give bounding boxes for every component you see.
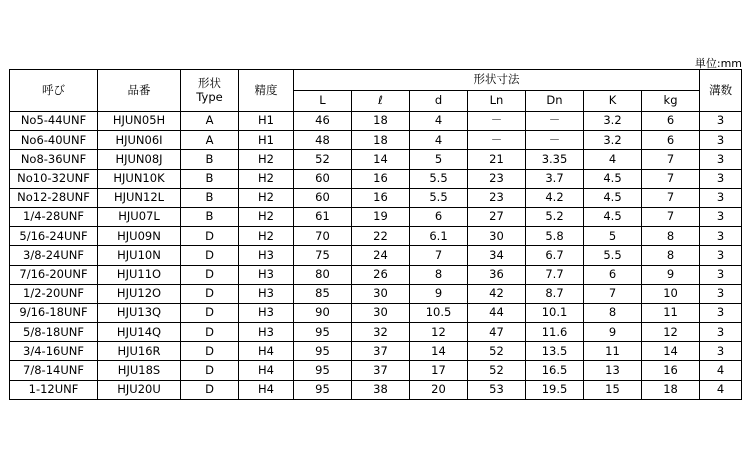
table-cell: H3 [239,246,294,265]
table-row [10,265,742,284]
table-cell: 90 [294,303,352,322]
table-cell: 10.5 [410,303,468,322]
table-cell: 7 [642,150,700,169]
table-cell: 7 [410,246,468,265]
table-row [10,361,742,380]
table-cell: 11 [584,342,642,361]
table-cell: 30 [468,227,526,246]
table-cell: － [468,112,526,131]
table-cell: 16 [642,361,700,380]
table-cell: 5 [584,227,642,246]
subheader-Ln: Ln [468,91,526,112]
table-cell: HJUN05H [98,112,181,131]
table-cell: 18 [352,112,410,131]
table-cell: 1-12UNF [10,380,98,399]
table-cell: 5.8 [526,227,584,246]
table-cell: No12-28UNF [10,188,98,207]
table-cell: H3 [239,323,294,342]
table-cell: No10-32UNF [10,169,98,188]
table-cell: 44 [468,303,526,322]
table-cell: 4 [700,361,742,380]
table-cell: D [181,342,239,361]
table-cell: － [526,112,584,131]
table-row [10,303,742,322]
header-hinban: 品番 [98,70,181,112]
table-cell: B [181,207,239,226]
table-cell: H2 [239,188,294,207]
table-cell: 3 [700,284,742,303]
table-cell: B [181,150,239,169]
table-cell: 3 [700,323,742,342]
table-cell: A [181,112,239,131]
table-cell: 3 [700,169,742,188]
table-cell: 3 [700,342,742,361]
table-cell: D [181,380,239,399]
table-cell: HJU12O [98,284,181,303]
table-cell: 95 [294,323,352,342]
table-cell: No5-44UNF [10,112,98,131]
table-cell: 17 [410,361,468,380]
table-cell: H2 [239,150,294,169]
table-cell: 3.35 [526,150,584,169]
header-dimensions: 形状寸法 [294,70,700,91]
table-body [10,112,742,400]
table-cell: 61 [294,207,352,226]
header-shape [181,70,239,112]
table-cell: H4 [239,380,294,399]
table-cell: 9 [410,284,468,303]
table-row [10,227,742,246]
table-row [10,131,742,150]
table-cell: HJUN06I [98,131,181,150]
table-cell: 21 [468,150,526,169]
table-cell: 3.2 [584,131,642,150]
table-cell: 1/4-28UNF [10,207,98,226]
table-cell: H2 [239,227,294,246]
table-cell: HJU20U [98,380,181,399]
table-cell: 14 [352,150,410,169]
subheader-K: K [584,91,642,112]
table-cell: No6-40UNF [10,131,98,150]
table-cell: 37 [352,361,410,380]
table-cell: 95 [294,361,352,380]
table-cell: 3/4-16UNF [10,342,98,361]
table-cell: 11.6 [526,323,584,342]
table-cell: 48 [294,131,352,150]
table-row [10,207,742,226]
table-cell: 52 [468,342,526,361]
table-cell: H2 [239,169,294,188]
table-cell: 18 [352,131,410,150]
table-cell: 3 [700,207,742,226]
table-cell: － [526,131,584,150]
table-cell: 13 [584,361,642,380]
table-cell: 8 [584,303,642,322]
table-cell: 23 [468,169,526,188]
table-cell: 36 [468,265,526,284]
table-cell: 16 [352,169,410,188]
table-cell: 3.2 [584,112,642,131]
table-cell: HJU11O [98,265,181,284]
table-row [10,188,742,207]
table-cell: 13.5 [526,342,584,361]
header-yobi: 呼び [10,70,98,112]
table-cell: 15 [584,380,642,399]
table-cell: 7/16-20UNF [10,265,98,284]
table-cell: 4 [700,380,742,399]
table-cell: 7 [584,284,642,303]
table-cell: 26 [352,265,410,284]
table-cell: 52 [468,361,526,380]
table-cell: H2 [239,207,294,226]
table-cell: D [181,361,239,380]
table-cell: 3 [700,131,742,150]
table-cell: 5 [410,150,468,169]
table-cell: 9 [584,323,642,342]
table-cell: － [468,131,526,150]
table-cell: 9/16-18UNF [10,303,98,322]
table-cell: D [181,265,239,284]
subheader-kg: kg [642,91,700,112]
table-cell: 53 [468,380,526,399]
table-cell: 14 [642,342,700,361]
spec-table [9,69,742,400]
table-cell: 10 [642,284,700,303]
table-cell: 37 [352,342,410,361]
table-row [10,380,742,399]
table-cell: H3 [239,265,294,284]
header-grooves: 溝数 [700,70,742,112]
table-row [10,323,742,342]
table-row [10,284,742,303]
table-row [10,246,742,265]
table-cell: 47 [468,323,526,342]
table-cell: HJU07L [98,207,181,226]
table-cell: 6 [642,112,700,131]
table-cell: 46 [294,112,352,131]
table-cell: 16.5 [526,361,584,380]
table-cell: 8 [642,227,700,246]
table-cell: 24 [352,246,410,265]
table-cell: 52 [294,150,352,169]
table-cell: H1 [239,131,294,150]
table-cell: 6.7 [526,246,584,265]
table-cell: 6.1 [410,227,468,246]
table-cell: 75 [294,246,352,265]
table-cell: 20 [410,380,468,399]
table-cell: B [181,169,239,188]
table-cell: 3 [700,150,742,169]
table-cell: 3 [700,303,742,322]
table-cell: 5.5 [410,169,468,188]
table-cell: 70 [294,227,352,246]
table-row [10,169,742,188]
table-cell: 11 [642,303,700,322]
table-cell: 8.7 [526,284,584,303]
table-cell: 7/8-14UNF [10,361,98,380]
header-accuracy: 精度 [239,70,294,112]
table-cell: HJU13Q [98,303,181,322]
table-cell: 5.2 [526,207,584,226]
table-cell: B [181,188,239,207]
table-cell: 23 [468,188,526,207]
table-cell: 19 [352,207,410,226]
table-cell: HJU09N [98,227,181,246]
table-cell: 5/16-24UNF [10,227,98,246]
table-cell: 6 [584,265,642,284]
table-cell: 4.5 [584,169,642,188]
table-cell: 95 [294,342,352,361]
table-cell: 7 [642,169,700,188]
table-cell: 3 [700,188,742,207]
table-cell: 30 [352,284,410,303]
table-row [10,342,742,361]
table-cell: H4 [239,342,294,361]
table-cell: 3 [700,246,742,265]
table-cell: 34 [468,246,526,265]
table-cell: 95 [294,380,352,399]
table-cell: 16 [352,188,410,207]
table-cell: 1/2-20UNF [10,284,98,303]
table-cell: 30 [352,303,410,322]
table-cell: 60 [294,188,352,207]
table-cell: A [181,131,239,150]
subheader-l: ℓ [352,91,410,112]
table-cell: HJU16R [98,342,181,361]
table-cell: D [181,323,239,342]
table-cell: 5.5 [584,246,642,265]
table-cell: 6 [410,207,468,226]
header-shape-line1: 形状 [198,76,221,91]
table-cell: 7 [642,188,700,207]
subheader-Dn: Dn [526,91,584,112]
table-cell: D [181,303,239,322]
table-cell: 7.7 [526,265,584,284]
table-cell: 8 [410,265,468,284]
table-cell: 4 [584,150,642,169]
table-cell: HJUN10K [98,169,181,188]
table-cell: 4.2 [526,188,584,207]
table-cell: HJUN08J [98,150,181,169]
table-cell: 14 [410,342,468,361]
table-cell: H4 [239,361,294,380]
table-cell: 5.5 [410,188,468,207]
subheader-d: d [410,91,468,112]
table-cell: HJU10N [98,246,181,265]
table-cell: 12 [642,323,700,342]
table-cell: 18 [642,380,700,399]
table-cell: 80 [294,265,352,284]
table-cell: 4.5 [584,207,642,226]
table-cell: 3 [700,227,742,246]
unit-label: 単位:mm [694,57,742,70]
table-cell: H3 [239,303,294,322]
table-cell: D [181,284,239,303]
table-cell: 3 [700,112,742,131]
table-cell: 3 [700,265,742,284]
table-cell: 32 [352,323,410,342]
table-cell: 60 [294,169,352,188]
table-cell: 4 [410,112,468,131]
table-cell: 7 [642,207,700,226]
table-cell: 8 [642,246,700,265]
table-cell: 27 [468,207,526,226]
table-cell: D [181,246,239,265]
table-cell: 85 [294,284,352,303]
table-cell: H1 [239,112,294,131]
table-cell: HJU18S [98,361,181,380]
table-cell: 42 [468,284,526,303]
table-cell: 10.1 [526,303,584,322]
table-cell: 4.5 [584,188,642,207]
table-cell: 3/8-24UNF [10,246,98,265]
table-cell: No8-36UNF [10,150,98,169]
table-row [10,112,742,131]
table-cell: D [181,227,239,246]
table-cell: 19.5 [526,380,584,399]
table-cell: 6 [642,131,700,150]
table-row [10,150,742,169]
table-cell: HJUN12L [98,188,181,207]
table-cell: H3 [239,284,294,303]
table-cell: 4 [410,131,468,150]
table-cell: 9 [642,265,700,284]
subheader-L: L [294,91,352,112]
table-cell: HJU14Q [98,323,181,342]
table-cell: 22 [352,227,410,246]
table-cell: 3.7 [526,169,584,188]
table-cell: 38 [352,380,410,399]
table-cell: 5/8-18UNF [10,323,98,342]
header-shape-line2: Type [196,89,223,104]
table-cell: 12 [410,323,468,342]
